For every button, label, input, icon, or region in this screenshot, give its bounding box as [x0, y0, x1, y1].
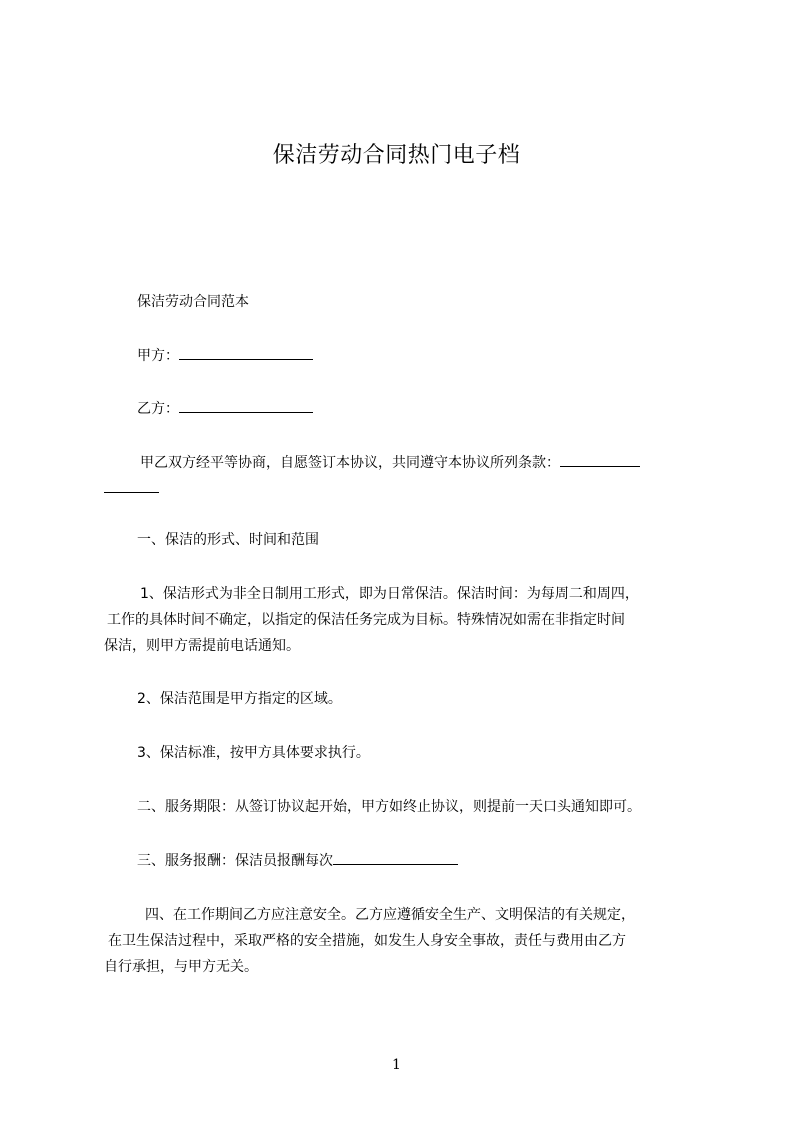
- clause-2: 2、保洁范围是甲方指定的区域。: [137, 691, 342, 707]
- intro-blank: [560, 452, 640, 467]
- intro-blank-continued: [104, 478, 159, 493]
- party-b-line: [137, 398, 313, 419]
- section-1-heading: 一、保洁的形式、时间和范围: [137, 532, 319, 548]
- clause-1-line-2: 工作的具体时间不确定，以指定的保洁任务完成为目标。特殊情况如需在非指定时间: [107, 612, 625, 628]
- remuneration-blank: [333, 850, 458, 865]
- clause-1-paragraph: [104, 581, 639, 659]
- page-number: 1: [392, 1057, 401, 1073]
- intro-line-continued: [104, 478, 159, 499]
- party-a-blank: [179, 345, 313, 360]
- document-title: 保洁劳动合同热门电子档: [272, 143, 521, 168]
- section-3-line: [137, 850, 458, 871]
- clause-1-line-1: 1、保洁形式为非全日制用工形式，即为日常保洁。保洁时间：为每周二和周四，: [140, 586, 639, 602]
- party-b-label: 乙方：: [137, 401, 179, 417]
- clause-1-line-3: 保洁，则甲方需提前电话通知。: [104, 638, 300, 654]
- contract-subtitle: 保洁劳动合同范本: [137, 294, 249, 310]
- section-4-line-1: 四、在工作期间乙方应注意安全。乙方应遵循安全生产、文明保洁的有关规定，: [145, 907, 635, 923]
- party-b-blank: [179, 398, 313, 413]
- intro-text: 甲乙双方经平等协商，自愿签订本协议，共同遵守本协议所列条款：: [140, 455, 560, 471]
- section-3-text: 三、服务报酬：保洁员报酬每次: [137, 853, 333, 869]
- intro-line: [140, 452, 640, 473]
- clause-3: 3、保洁标准，按甲方具体要求执行。: [137, 745, 370, 761]
- party-a-line: [137, 345, 313, 366]
- section-4-line-3: 自行承担，与甲方无关。: [104, 959, 258, 975]
- section-4-paragraph: [104, 902, 635, 980]
- section-4-line-2: 在卫生保洁过程中，采取严格的安全措施，如发生人身安全事故，责任与费用由乙方: [108, 933, 626, 949]
- section-2: 二、服务期限：从签订协议起开始，甲方如终止协议，则提前一天口头通知即可。: [137, 799, 641, 815]
- party-a-label: 甲方：: [137, 348, 179, 364]
